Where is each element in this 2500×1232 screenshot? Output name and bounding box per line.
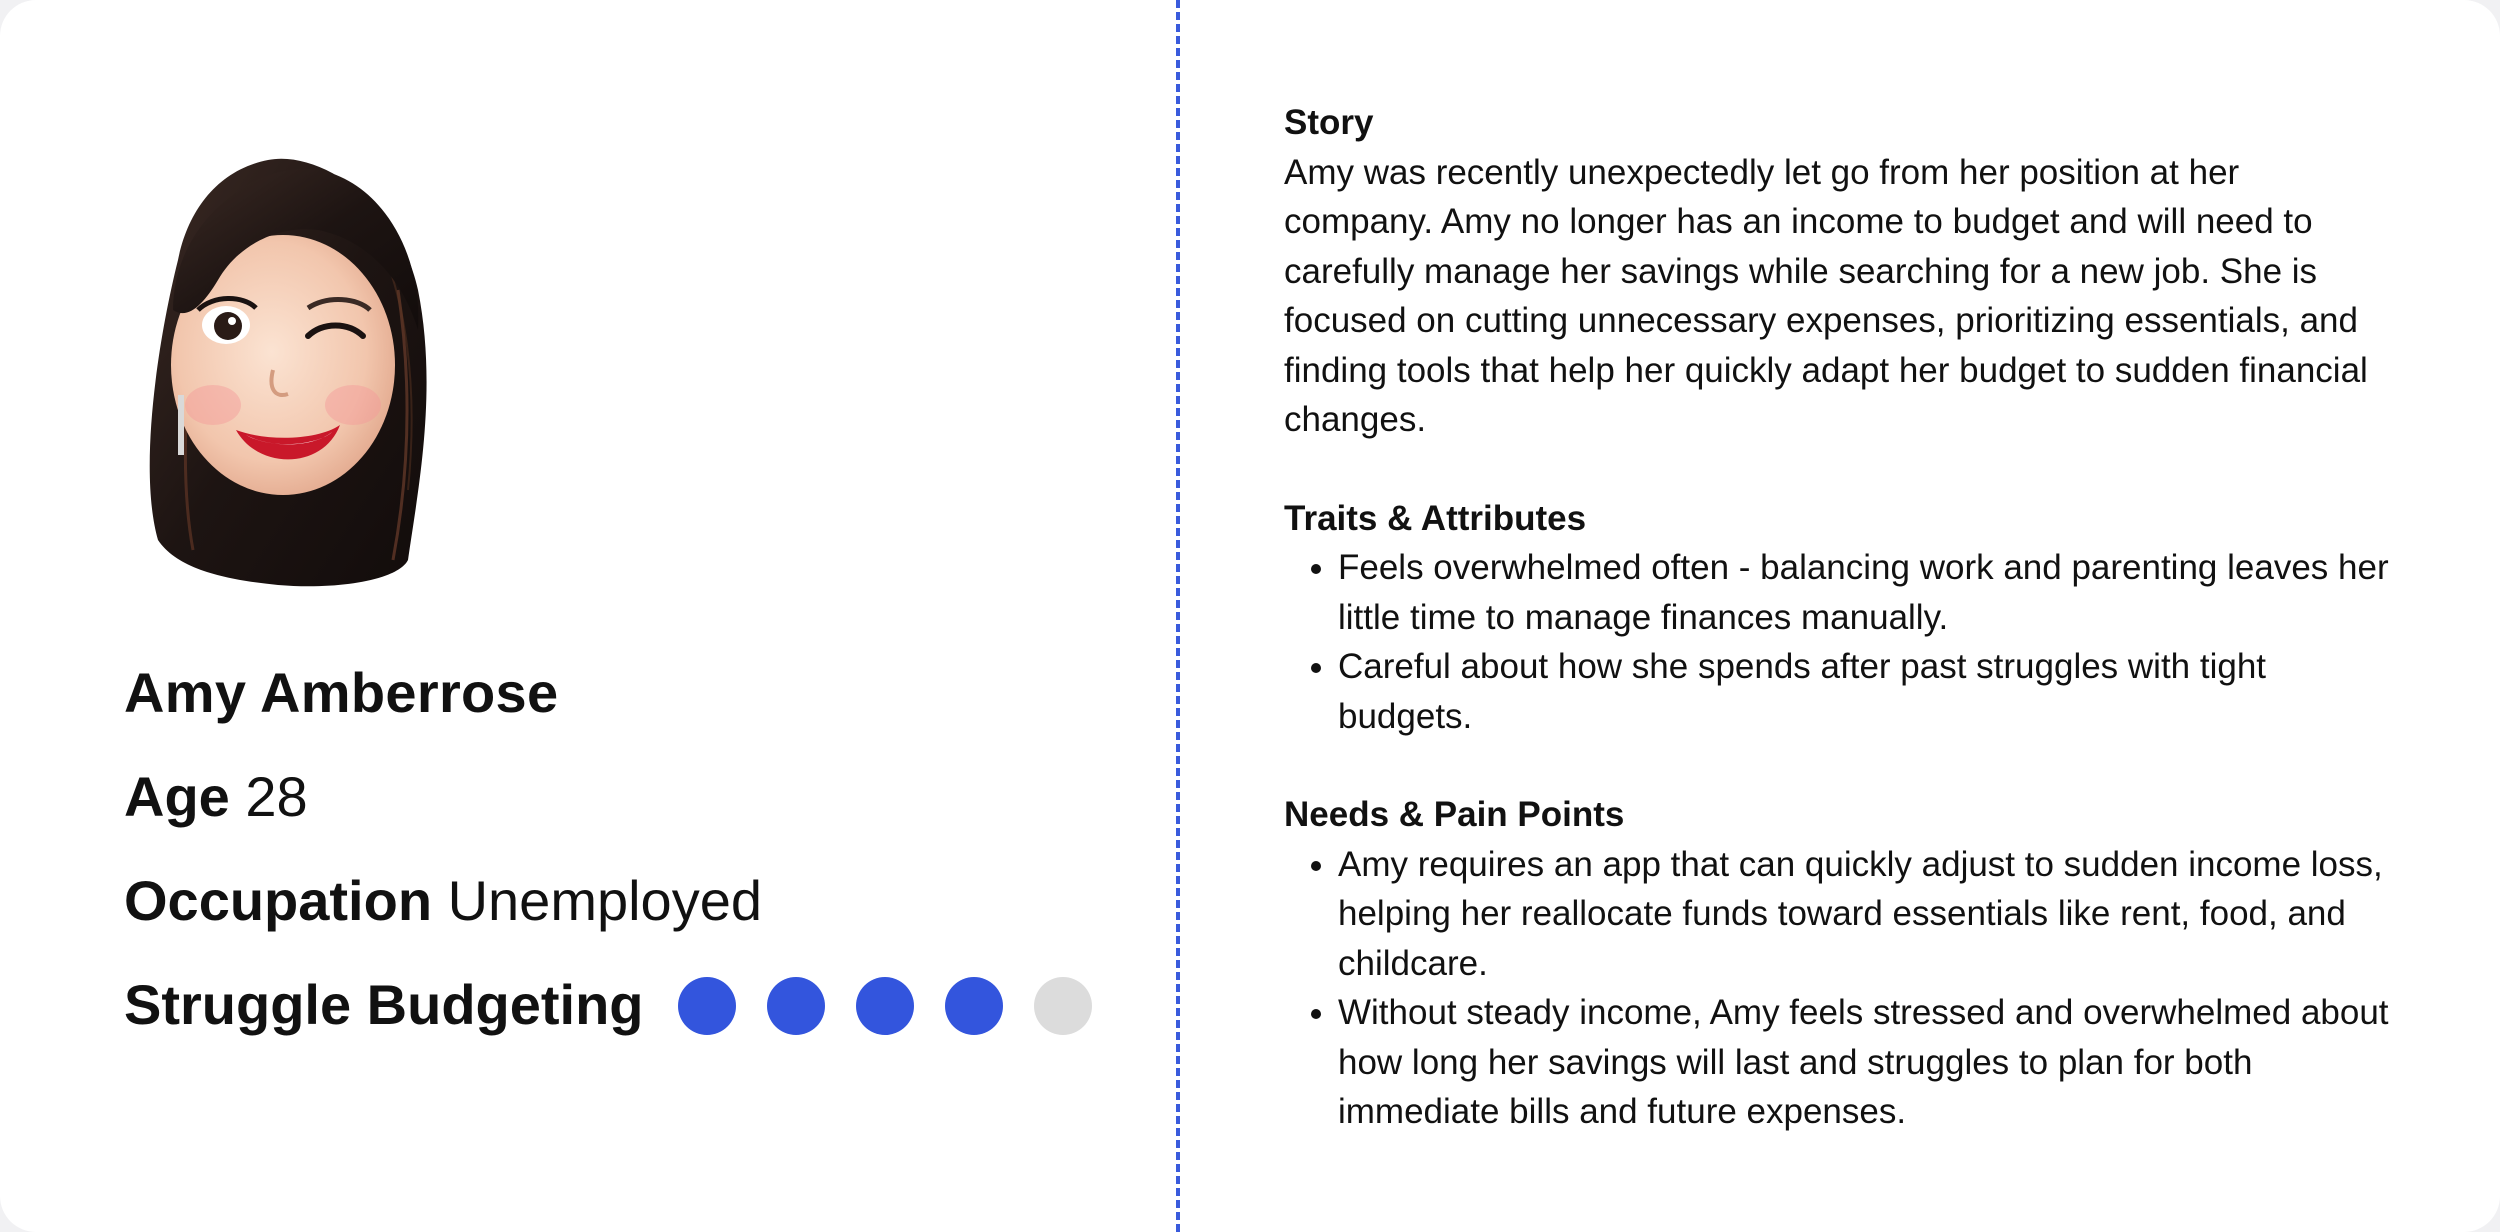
struggle-rating: [678, 977, 1092, 1037]
story-section: [1284, 98, 2394, 445]
story-heading: Story: [1284, 103, 1374, 142]
list-item: • Without steady income, Amy feels stressed and overwhelmed about how long her savings will last and struggles to plan for both immediate bills and future expenses.: [1338, 988, 2394, 1137]
age-label: Age: [124, 765, 230, 828]
list-item: • Amy requires an app that can quickly adjust to sudden income loss, helping her reallocate funds toward essentials like rent, food, and childcare.: [1338, 840, 2394, 989]
struggle-row: [124, 972, 644, 1037]
rating-dot-filled: [945, 977, 1003, 1035]
traits-heading: Traits & Attributes: [1284, 498, 1587, 538]
rating-dot-filled: [678, 977, 736, 1035]
needs-section: [1284, 790, 2394, 1137]
needs-heading: Needs & Pain Points: [1284, 795, 1625, 834]
occupation-value: Unemployed: [447, 869, 762, 932]
list-item: • Feels overwhelmed often - balancing work and parenting leaves her little time to manage finances manually.: [1338, 543, 2394, 642]
column-divider: [1176, 0, 1180, 1232]
age-value: 28: [245, 765, 308, 828]
occupation-label: Occupation: [124, 869, 433, 932]
occupation-row: [124, 868, 762, 933]
avatar: [118, 140, 458, 600]
list-item: • Careful about how she spends after past struggles with tight budgets.: [1338, 642, 2394, 741]
details-column: [1284, 98, 2394, 1186]
traits-section: [1284, 494, 2394, 742]
rating-dot-empty: [1034, 977, 1092, 1035]
story-text: Amy was recently unexpectedly let go from her position at her company. Amy no longer has an income to budget and will need to carefully manage her savings while searching for a new job. She is focused on cutting unnecessary expenses, prioritizing essentials, and finding tools that help her quickly adapt her budget to sudden financial changes.: [1284, 152, 2368, 439]
struggle-label: Struggle Budgeting: [124, 973, 644, 1036]
needs-list: [1284, 840, 2394, 1137]
age-row: [124, 764, 308, 829]
rating-dot-filled: [856, 977, 914, 1035]
persona-name: Amy Amberrose: [124, 661, 559, 724]
rating-dot-filled: [767, 977, 825, 1035]
traits-list: [1284, 543, 2394, 741]
